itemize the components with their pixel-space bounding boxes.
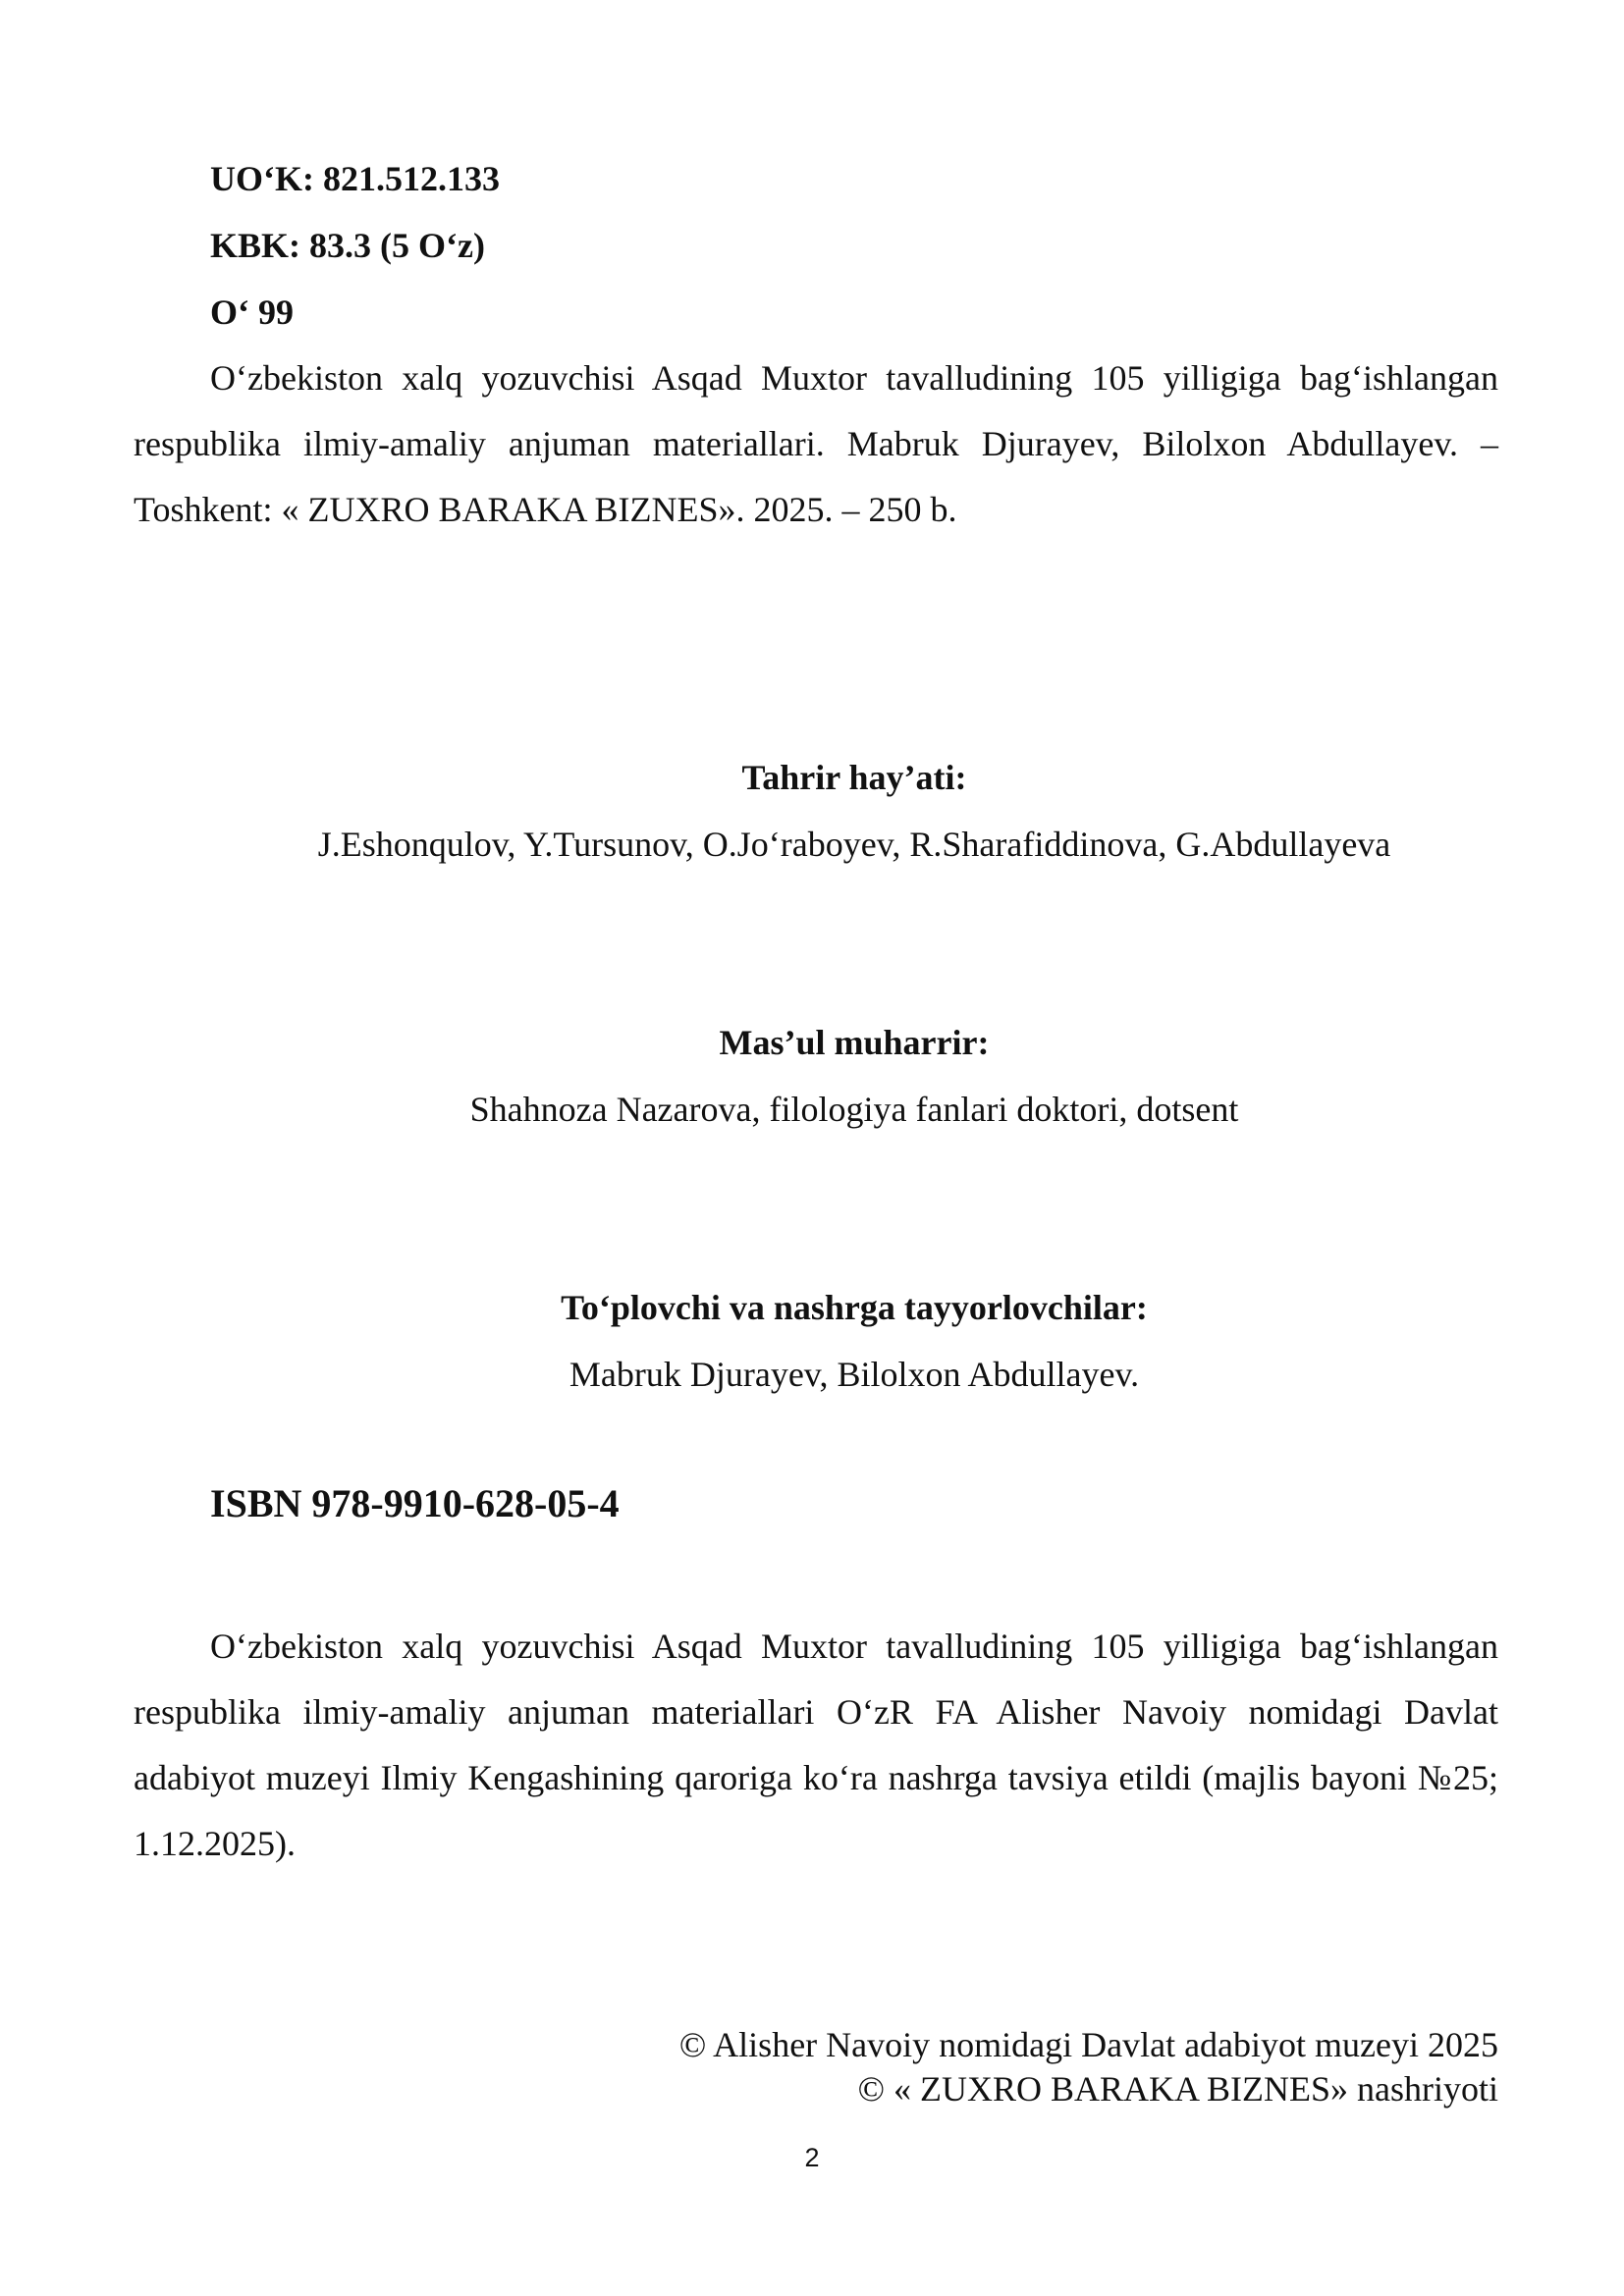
copyright-museum: © Alisher Navoiy nomidagi Davlat adabiyot muzeyi 2025 [678, 2025, 1498, 2064]
lbc-code: KBK: 83.3 (5 O‘z) [210, 226, 485, 265]
bibliographic-description: O‘zbekiston xalq yozuvchisi Asqad Muxtor tavalludining 105 yilligiga bag‘ishlangan respublika ilmiy-amaliy anjuman materiallari. Mabruk Djurayev, Bilolxon Abdullayev. – Toshkent: « ZUXRO BARAKA BIZNES». 2025. – 250 b. [134, 358, 1498, 529]
compilers-names: Mabruk Djurayev, Bilolxon Abdullayev. [568, 1355, 1140, 1394]
isbn: ISBN 978-9910-628-05-4 [210, 1481, 620, 1525]
copyright-publisher: © « ZUXRO BARAKA BIZNES» nashriyoti [857, 2069, 1498, 2109]
udc-code: UO‘K: 821.512.133 [210, 159, 500, 198]
responsible-editor-heading: Mas’ul muharrir: [719, 1023, 990, 1062]
editorial-board-heading: Tahrir hay’ati: [741, 758, 967, 797]
compilers-heading: To‘plovchi va nashrga tayyorlovchilar: [561, 1288, 1148, 1327]
author-mark: O‘ 99 [210, 293, 294, 332]
publication-recommendation: O‘zbekiston xalq yozuvchisi Asqad Muxtor tavalludining 105 yilligiga bag‘ishlangan respublika ilmiy-amaliy anjuman materiallari O‘zR FA Alisher Navoiy nomidagi Davlat adabiyot muzeyi Ilmiy Kengashining qaroriga ko‘ra nashrga tavsiya etildi (majlis bayoni №25; 1.12.2025). [134, 1627, 1498, 1863]
editorial-board-members: J.Eshonqulov, Y.Tursunov, O.Jo‘raboyev, R.Sharafiddinova, G.Abdullayeva [317, 825, 1391, 864]
responsible-editor-name: Shahnoza Nazarova, filologiya fanlari doktori, dotsent [469, 1090, 1239, 1129]
page-number: 2 [804, 2143, 820, 2172]
